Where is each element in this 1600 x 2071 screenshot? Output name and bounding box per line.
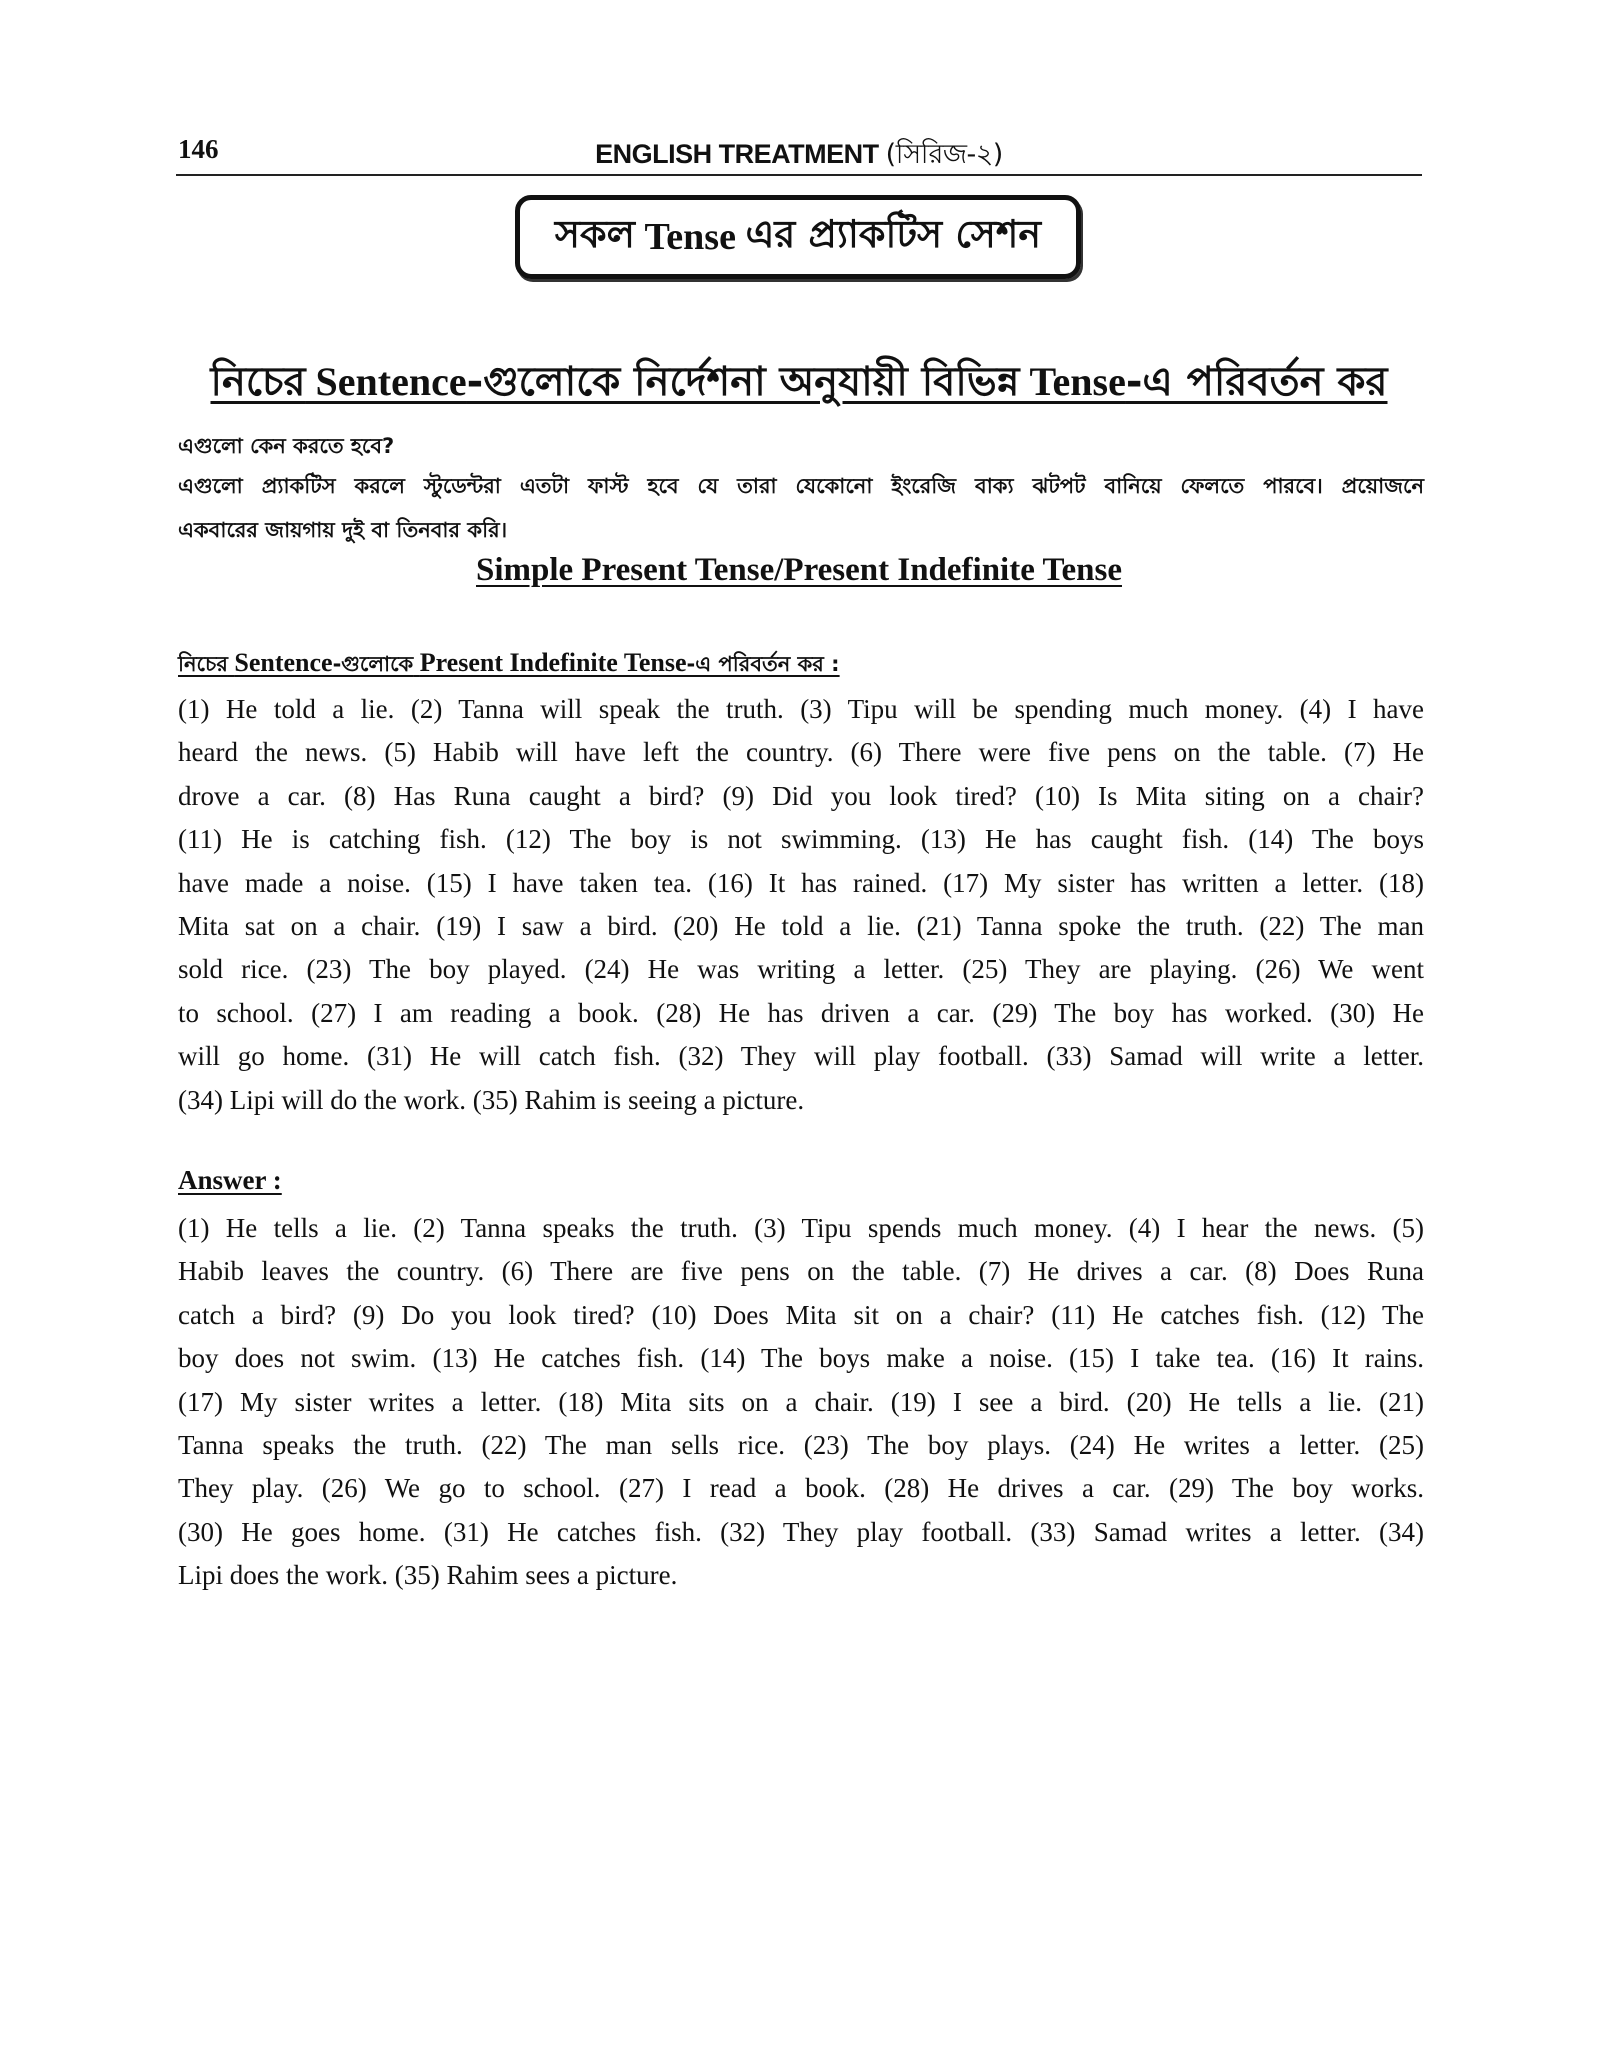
boxed-title-prefix: সকল <box>554 212 635 256</box>
answer-line: Tanna speaks the truth. (22) The man sells rice. (23) The boy plays. (24) He writes a letter. (25) <box>178 1430 1424 1461</box>
question-line: to school. (27) I am reading a book. (28) He has driven a car. (29) The boy has worked. (30) He <box>178 997 1424 1028</box>
boxed-title-word: Tense <box>644 216 736 258</box>
main-heading-part: -গুলোকে নির্দেশনা অনুযায়ী বিভিন্ন <box>466 359 1020 405</box>
answer-line: Lipi does the work. (35) Rahim sees a picture. <box>178 1560 678 1591</box>
main-heading-part: Tense <box>1029 359 1126 404</box>
question-line: (1) He told a lie. (2) Tanna will speak the truth. (3) Tipu will be spending much money. (4) I have <box>178 694 1424 724</box>
why-question: এগুলো কেন করতে হবে? <box>178 434 395 458</box>
why-answer-line: একবারের জায়গায় দুই বা তিনবার করি। <box>178 518 508 542</box>
answer-line: They play. (26) We go to school. (27) I read a book. (28) He drives a car. (29) The boy works. <box>178 1473 1424 1504</box>
answer-line: (30) He goes home. (31) He catches fish. (32) They play football. (33) Samad writes a letter. (34) <box>178 1516 1424 1547</box>
section-title <box>176 552 1422 589</box>
running-title <box>176 134 1422 179</box>
boxed-title-suffix: এর প্র্যাকটিস সেশন <box>745 212 1042 256</box>
answers-paragraph <box>178 1207 1424 1598</box>
answer-line: Habib leaves the country. (6) There are five pens on the table. (7) He drives a car. (8) Does Runa <box>178 1256 1424 1287</box>
running-title-text: ENGLISH TREATMENT <box>595 139 879 169</box>
question-line: (34) Lipi will do the work. (35) Rahim is seeing a picture. <box>178 1084 805 1115</box>
page-number: 146 <box>178 134 219 164</box>
instruction-part: Sentence <box>234 648 333 677</box>
boxed-title <box>515 195 1081 279</box>
main-heading-part: নিচের <box>210 359 306 405</box>
main-heading-part: Sentence <box>315 359 467 404</box>
answer-line: (1) He tells a lie. (2) Tanna speaks the truth. (3) Tipu spends much money. (4) I hear the news. (5) <box>178 1213 1424 1243</box>
question-line: will go home. (31) He will catch fish. (32) They will play football. (33) Samad will write a letter. <box>178 1041 1424 1072</box>
question-line: have made a noise. (15) I have taken tea. (16) It has rained. (17) My sister has written a letter. (18) <box>178 867 1424 898</box>
running-title-series: (সিরিজ-২) <box>885 139 1003 170</box>
answer-label: Answer : <box>178 1165 282 1195</box>
question-line: Mita sat on a chair. (19) I saw a bird. (20) He told a lie. (21) Tanna spoke the truth. (22) The man <box>178 911 1424 942</box>
instruction-part: -এ পরিবর্তন কর : <box>686 652 840 676</box>
why-answer <box>178 464 1424 552</box>
question-line: sold rice. (23) The boy played. (24) He was writing a letter. (25) They are playing. (26) We went <box>178 954 1424 985</box>
question-line: (11) He is catching fish. (12) The boy is not swimming. (13) He has caught fish. (14) The boys <box>178 824 1424 855</box>
question-line: drove a car. (8) Has Runa caught a bird? (9) Did you look tired? (10) Is Mita siting on a chair? <box>178 780 1424 811</box>
instruction-part: Present Indefinite Tense <box>419 648 687 677</box>
questions-paragraph <box>178 688 1424 1122</box>
page-header <box>176 130 1422 176</box>
instruction-part: নিচের <box>178 652 228 676</box>
instruction <box>178 648 840 683</box>
section-title-text: Simple Present Tense/Present Indefinite Tense <box>476 552 1122 588</box>
answer-line: catch a bird? (9) Do you look tired? (10) Does Mita sit on a chair? (11) He catches fish. (12) The <box>178 1299 1424 1330</box>
instruction-part: -গুলোকে <box>332 652 414 676</box>
main-heading <box>176 350 1422 417</box>
answer-line: (17) My sister writes a letter. (18) Mita sits on a chair. (19) I see a bird. (20) He tells a lie. (21) <box>178 1386 1424 1417</box>
why-answer-line: এগুলো প্র্যাকটিস করলে স্টুডেন্টরা এতটা ফাস্ট হবে যে তারা যেকোনো ইংরেজি বাক্য ঝটপট বানিয়ে ফেলতে পারবে। প্রয়োজনে <box>178 474 1424 498</box>
question-line: heard the news. (5) Habib will have left the country. (6) There were five pens on the table. (7) He <box>178 737 1424 768</box>
answer-line: boy does not swim. (13) He catches fish. (14) The boys make a noise. (15) I take tea. (16) It rains. <box>178 1343 1424 1374</box>
main-heading-part: -এ পরিবর্তন কর <box>1125 359 1388 405</box>
